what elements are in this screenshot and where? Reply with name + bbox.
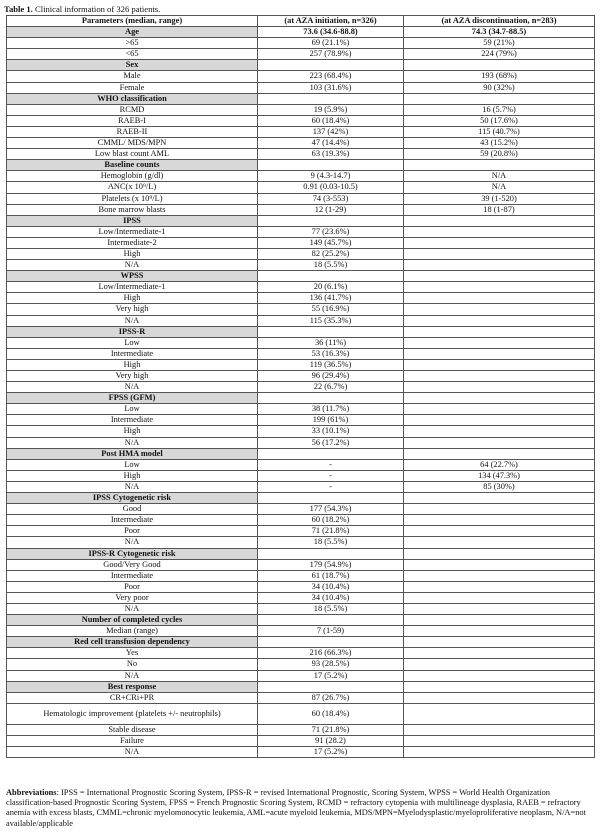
parameter-cell: WPSS: [7, 271, 258, 282]
initiation-cell: 216 (66.3%): [258, 648, 404, 659]
section-header-row: [7, 493, 595, 504]
initiation-cell: 0.91 (0.03-10.5): [258, 182, 404, 193]
discontinuation-cell: N/A: [404, 182, 595, 193]
table-row: [7, 659, 595, 670]
initiation-cell: 12 (1-29): [258, 204, 404, 215]
parameter-cell: IPSS-R Cytogenetic risk: [7, 548, 258, 559]
table-row: [7, 626, 595, 637]
parameter-cell: Low: [7, 337, 258, 348]
parameter-cell: Number of completed cycles: [7, 615, 258, 626]
initiation-cell: 38 (11.7%): [258, 404, 404, 415]
parameter-cell: Best response: [7, 681, 258, 692]
initiation-cell: 223 (68.4%): [258, 71, 404, 82]
parameter-cell: High: [7, 248, 258, 259]
discontinuation-cell: 64 (22.7%): [404, 459, 595, 470]
section-header-row: [7, 448, 595, 459]
initiation-cell: 34 (10.4%): [258, 581, 404, 592]
header-parameters: Parameters (median, range): [7, 16, 258, 27]
discontinuation-cell: [404, 603, 595, 614]
initiation-cell: 71 (21.8%): [258, 526, 404, 537]
table-row: [7, 735, 595, 746]
parameter-cell: IPSS: [7, 215, 258, 226]
discontinuation-cell: [404, 681, 595, 692]
initiation-cell: [258, 448, 404, 459]
parameter-cell: Median (range): [7, 626, 258, 637]
discontinuation-cell: 16 (5.7%): [404, 104, 595, 115]
initiation-cell: 61 (18.7%): [258, 570, 404, 581]
discontinuation-cell: [404, 426, 595, 437]
initiation-cell: 17 (5.2%): [258, 670, 404, 681]
discontinuation-cell: [404, 371, 595, 382]
parameter-cell: RAEB-II: [7, 126, 258, 137]
table-row: [7, 149, 595, 160]
parameter-cell: Female: [7, 82, 258, 93]
initiation-cell: 179 (54.9%): [258, 559, 404, 570]
discontinuation-cell: 85 (30%): [404, 481, 595, 492]
section-header-row: [7, 27, 595, 38]
parameter-cell: WHO classification: [7, 93, 258, 104]
initiation-cell: 18 (5.5%): [258, 537, 404, 548]
parameter-cell: Low: [7, 404, 258, 415]
parameter-cell: Baseline counts: [7, 160, 258, 171]
discontinuation-cell: [404, 581, 595, 592]
discontinuation-cell: [404, 448, 595, 459]
initiation-cell: 91 (28.2): [258, 735, 404, 746]
parameter-cell: Age: [7, 27, 258, 38]
parameter-cell: RAEB-I: [7, 115, 258, 126]
parameter-cell: IPSS Cytogenetic risk: [7, 493, 258, 504]
parameter-cell: Low: [7, 459, 258, 470]
abbreviations-text: : IPSS = International Prognostic Scoring System, IPSS-R = revised International Prognostic, Scoring System, WPSS = World Health Organization classification-based Prognostic Scoring System, FPSS = French Prognostic Scoring System, RCMD = refractory cytopenia with multilineage dysplasia, RAEB = refractory anemia with excess blasts, CMML=chronic myelomonocytic leukemia, AML=acute myeloid leukemia, MDS/MPN=Myelodysplastic/myeloproliferative neoplasm, N/A=not available/applicable: [6, 788, 586, 828]
initiation-cell: 20 (6.1%): [258, 282, 404, 293]
parameter-cell: ANC(x 10⁹/L): [7, 182, 258, 193]
table-row: [7, 104, 595, 115]
section-header-row: [7, 637, 595, 648]
table-row: [7, 459, 595, 470]
table-row: [7, 371, 595, 382]
section-header-row: [7, 93, 595, 104]
discontinuation-cell: [404, 304, 595, 315]
discontinuation-cell: [404, 404, 595, 415]
parameter-cell: Intermediate: [7, 515, 258, 526]
discontinuation-cell: [404, 648, 595, 659]
discontinuation-cell: 134 (47.3%): [404, 470, 595, 481]
initiation-cell: [258, 548, 404, 559]
table-row: [7, 559, 595, 570]
parameter-cell: Intermediate-2: [7, 237, 258, 248]
table-row: [7, 304, 595, 315]
initiation-cell: 199 (61%): [258, 415, 404, 426]
parameter-cell: IPSS-R: [7, 326, 258, 337]
parameter-cell: Very high: [7, 304, 258, 315]
table-row: [7, 49, 595, 60]
initiation-cell: 87 (26.7%): [258, 692, 404, 703]
parameter-cell: Intermediate: [7, 570, 258, 581]
section-header-row: [7, 326, 595, 337]
initiation-cell: 77 (23.6%): [258, 226, 404, 237]
parameter-cell: N/A: [7, 481, 258, 492]
initiation-cell: 71 (21.8%): [258, 724, 404, 735]
discontinuation-cell: [404, 692, 595, 703]
discontinuation-cell: [404, 592, 595, 603]
parameter-cell: Low blast count AML: [7, 149, 258, 160]
initiation-cell: 177 (54.3%): [258, 504, 404, 515]
discontinuation-cell: [404, 659, 595, 670]
parameter-cell: N/A: [7, 537, 258, 548]
discontinuation-cell: [404, 747, 595, 758]
parameter-cell: Male: [7, 71, 258, 82]
table-row: [7, 703, 595, 724]
parameter-cell: Intermediate: [7, 415, 258, 426]
table-row: [7, 226, 595, 237]
table-row: [7, 282, 595, 293]
table-row: [7, 248, 595, 259]
discontinuation-cell: 43 (15.2%): [404, 138, 595, 149]
table-row: [7, 171, 595, 182]
initiation-cell: 74 (3-553): [258, 193, 404, 204]
initiation-cell: 53 (16.3%): [258, 348, 404, 359]
discontinuation-cell: [404, 315, 595, 326]
table-row: [7, 182, 595, 193]
initiation-cell: 93 (28.5%): [258, 659, 404, 670]
parameter-cell: Sex: [7, 60, 258, 71]
parameter-cell: CMML/ MDS/MPN: [7, 138, 258, 149]
discontinuation-cell: 115 (40.7%): [404, 126, 595, 137]
section-header-row: [7, 60, 595, 71]
table-row: [7, 470, 595, 481]
table-row: [7, 415, 595, 426]
table-row: [7, 437, 595, 448]
table-row: [7, 71, 595, 82]
discontinuation-cell: [404, 437, 595, 448]
discontinuation-cell: [404, 282, 595, 293]
abbreviations-label: Abbreviations: [6, 788, 57, 797]
caption-label: Table 1.: [4, 4, 33, 14]
clinical-info-table: [6, 15, 595, 758]
initiation-cell: 18 (5.5%): [258, 260, 404, 271]
parameter-cell: Platelets (x 10⁹/L): [7, 193, 258, 204]
initiation-cell: [258, 615, 404, 626]
initiation-cell: 257 (78.9%): [258, 49, 404, 60]
header-initiation: (at AZA initiation, n=326): [258, 16, 404, 27]
parameter-cell: Hemoglobin (g/dl): [7, 171, 258, 182]
discontinuation-cell: [404, 215, 595, 226]
table-row: [7, 426, 595, 437]
discontinuation-cell: 74.3 (34.7-88.5): [404, 27, 595, 38]
table-row: [7, 38, 595, 49]
table-row: [7, 747, 595, 758]
table-row: [7, 526, 595, 537]
initiation-cell: 9 (4.3-14.7): [258, 171, 404, 182]
discontinuation-cell: [404, 60, 595, 71]
table-row: [7, 537, 595, 548]
table-row: [7, 237, 595, 248]
parameter-cell: Post HMA model: [7, 448, 258, 459]
section-header-row: [7, 393, 595, 404]
discontinuation-cell: [404, 515, 595, 526]
table-row: [7, 348, 595, 359]
table-row: [7, 382, 595, 393]
discontinuation-cell: [404, 735, 595, 746]
discontinuation-cell: [404, 537, 595, 548]
table-row: [7, 592, 595, 603]
discontinuation-cell: [404, 415, 595, 426]
initiation-cell: [258, 160, 404, 171]
parameter-cell: Poor: [7, 581, 258, 592]
initiation-cell: 17 (5.2%): [258, 747, 404, 758]
discontinuation-cell: [404, 337, 595, 348]
parameter-cell: N/A: [7, 747, 258, 758]
discontinuation-cell: 59 (20.8%): [404, 149, 595, 160]
initiation-cell: 60 (18.2%): [258, 515, 404, 526]
section-header-row: [7, 215, 595, 226]
initiation-cell: [258, 637, 404, 648]
parameter-cell: Low/Intermediate-1: [7, 226, 258, 237]
discontinuation-cell: [404, 382, 595, 393]
initiation-cell: 36 (11%): [258, 337, 404, 348]
discontinuation-cell: [404, 626, 595, 637]
table-row: [7, 670, 595, 681]
initiation-cell: [258, 215, 404, 226]
initiation-cell: 18 (5.5%): [258, 603, 404, 614]
discontinuation-cell: [404, 526, 595, 537]
parameter-cell: Stable disease: [7, 724, 258, 735]
discontinuation-cell: [404, 93, 595, 104]
initiation-cell: 19 (5.9%): [258, 104, 404, 115]
initiation-cell: 55 (16.9%): [258, 304, 404, 315]
table-row: [7, 504, 595, 515]
section-header-row: [7, 160, 595, 171]
parameter-cell: Intermediate: [7, 348, 258, 359]
parameter-cell: Red cell transfusion dependency: [7, 637, 258, 648]
table-row: [7, 315, 595, 326]
parameter-cell: N/A: [7, 315, 258, 326]
discontinuation-cell: 193 (68%): [404, 71, 595, 82]
discontinuation-cell: [404, 504, 595, 515]
discontinuation-cell: 59 (21%): [404, 38, 595, 49]
initiation-cell: 7 (1-59): [258, 626, 404, 637]
table-row: [7, 404, 595, 415]
parameter-cell: Poor: [7, 526, 258, 537]
discontinuation-cell: 50 (17.6%): [404, 115, 595, 126]
initiation-cell: 33 (10.1%): [258, 426, 404, 437]
table-row: [7, 603, 595, 614]
section-header-row: [7, 615, 595, 626]
discontinuation-cell: [404, 359, 595, 370]
table-row: [7, 359, 595, 370]
discontinuation-cell: [404, 559, 595, 570]
parameter-cell: High: [7, 359, 258, 370]
table-caption: [4, 4, 160, 14]
parameter-cell: N/A: [7, 437, 258, 448]
parameter-cell: N/A: [7, 670, 258, 681]
table-row: [7, 260, 595, 271]
discontinuation-cell: [404, 348, 595, 359]
discontinuation-cell: N/A: [404, 171, 595, 182]
discontinuation-cell: [404, 637, 595, 648]
discontinuation-cell: [404, 237, 595, 248]
discontinuation-cell: 39 (1-520): [404, 193, 595, 204]
initiation-cell: 103 (31.6%): [258, 82, 404, 93]
section-header-row: [7, 681, 595, 692]
initiation-cell: [258, 681, 404, 692]
parameter-cell: Good: [7, 504, 258, 515]
parameter-cell: FPSS (GFM): [7, 393, 258, 404]
discontinuation-cell: [404, 393, 595, 404]
initiation-cell: 22 (6.7%): [258, 382, 404, 393]
discontinuation-cell: [404, 293, 595, 304]
initiation-cell: 115 (35.3%): [258, 315, 404, 326]
table-row: [7, 481, 595, 492]
initiation-cell: 47 (14.4%): [258, 138, 404, 149]
initiation-cell: 34 (10.4%): [258, 592, 404, 603]
initiation-cell: 63 (19.3%): [258, 149, 404, 160]
parameter-cell: Failure: [7, 735, 258, 746]
discontinuation-cell: [404, 248, 595, 259]
parameter-cell: High: [7, 426, 258, 437]
parameter-cell: N/A: [7, 382, 258, 393]
parameter-cell: No: [7, 659, 258, 670]
table-row: [7, 337, 595, 348]
header-discontinuation: (at AZA discontinuation, n=283): [404, 16, 595, 27]
table-row: [7, 193, 595, 204]
discontinuation-cell: [404, 570, 595, 581]
table-header-row: [7, 16, 595, 27]
initiation-cell: 136 (41.7%): [258, 293, 404, 304]
parameter-cell: Good/Very Good: [7, 559, 258, 570]
initiation-cell: 96 (29.4%): [258, 371, 404, 382]
initiation-cell: [258, 93, 404, 104]
parameter-cell: N/A: [7, 603, 258, 614]
table-row: [7, 515, 595, 526]
initiation-cell: 60 (18.4%): [258, 703, 404, 724]
discontinuation-cell: [404, 703, 595, 724]
parameter-cell: >65: [7, 38, 258, 49]
caption-text: Clinical information of 326 patients.: [34, 4, 161, 14]
parameter-cell: High: [7, 470, 258, 481]
initiation-cell: [258, 493, 404, 504]
initiation-cell: 73.6 (34.6-88.8): [258, 27, 404, 38]
parameter-cell: <65: [7, 49, 258, 60]
discontinuation-cell: 18 (1-87): [404, 204, 595, 215]
section-header-row: [7, 548, 595, 559]
parameter-cell: Yes: [7, 648, 258, 659]
table-row: [7, 724, 595, 735]
discontinuation-cell: [404, 271, 595, 282]
table-row: [7, 138, 595, 149]
parameter-cell: Low/Intermediate-1: [7, 282, 258, 293]
table-row: [7, 293, 595, 304]
table-row: [7, 204, 595, 215]
discontinuation-cell: [404, 493, 595, 504]
discontinuation-cell: 90 (32%): [404, 82, 595, 93]
table-row: [7, 82, 595, 93]
parameter-cell: High: [7, 293, 258, 304]
abbreviations-footnote: [6, 788, 596, 829]
discontinuation-cell: [404, 670, 595, 681]
discontinuation-cell: 224 (79%): [404, 49, 595, 60]
table-row: [7, 648, 595, 659]
parameter-cell: Bone marrow blasts: [7, 204, 258, 215]
discontinuation-cell: [404, 226, 595, 237]
parameter-cell: Very high: [7, 371, 258, 382]
parameter-cell: RCMD: [7, 104, 258, 115]
initiation-cell: -: [258, 470, 404, 481]
initiation-cell: -: [258, 459, 404, 470]
discontinuation-cell: [404, 724, 595, 735]
table-row: [7, 115, 595, 126]
table-row: [7, 581, 595, 592]
initiation-cell: 137 (42%): [258, 126, 404, 137]
initiation-cell: 56 (17.2%): [258, 437, 404, 448]
initiation-cell: [258, 271, 404, 282]
table-row: [7, 126, 595, 137]
initiation-cell: 119 (36.5%): [258, 359, 404, 370]
initiation-cell: [258, 393, 404, 404]
parameter-cell: Very poor: [7, 592, 258, 603]
parameter-cell: N/A: [7, 260, 258, 271]
discontinuation-cell: [404, 160, 595, 171]
initiation-cell: -: [258, 481, 404, 492]
parameter-cell: CR+CRi+PR: [7, 692, 258, 703]
discontinuation-cell: [404, 326, 595, 337]
table-row: [7, 692, 595, 703]
initiation-cell: [258, 326, 404, 337]
initiation-cell: [258, 60, 404, 71]
initiation-cell: 60 (18.4%): [258, 115, 404, 126]
table-row: [7, 570, 595, 581]
section-header-row: [7, 271, 595, 282]
discontinuation-cell: [404, 615, 595, 626]
table-body: [7, 16, 595, 758]
discontinuation-cell: [404, 260, 595, 271]
initiation-cell: 82 (25.2%): [258, 248, 404, 259]
discontinuation-cell: [404, 548, 595, 559]
initiation-cell: 149 (45.7%): [258, 237, 404, 248]
parameter-cell: Hematologic improvement (platelets +/- neutrophils): [7, 703, 258, 724]
initiation-cell: 69 (21.1%): [258, 38, 404, 49]
